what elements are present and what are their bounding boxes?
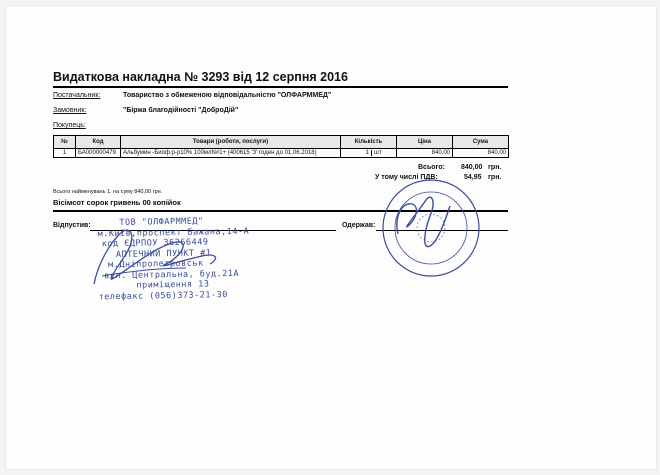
stamp-line: ТОВ "ОЛФАРММЕД" [119,216,204,228]
amount-in-words: Вісімсот сорок гривень 00 копійок [53,198,181,207]
stamp-line: приміщення 13 [136,279,210,291]
received-label: Одержав: [342,222,376,229]
total-currency: грн. [488,164,502,171]
stamp-line: АПТЕЧНИЙ ПУНКТ #1 [115,247,212,260]
supplier-label: Постачальник: [53,92,101,99]
col-header-code: Код [76,136,121,149]
row-unit: шт [371,150,396,156]
invoice-sheet [6,6,656,469]
invoice-title: Видаткова накладна № 3293 від 12 серпня 2016 [53,70,348,84]
col-header-sum: Сума [453,136,509,149]
row-goods: Альбумин -Биоф.р-р10% 100млN#1+ (400615 'З' годен до 01.06.2018) [121,149,341,158]
items-count-line: Всього найменувань 1, на суму 840,00 грн. [53,189,163,195]
customer-label: Замовник: [53,107,87,114]
col-header-qty: Кількість [341,136,397,149]
supplier-value: Товариство з обмеженою відповідальністю "ОЛФАРММЕД" [123,92,332,99]
row-code: БА000000479 [76,149,121,158]
stamp-line: телефакс (056)373-21-30 [98,289,228,302]
col-header-goods: Товари (роботи, послуги) [121,136,341,149]
vat-label: У тому числі ПДВ: [375,174,438,181]
received-signature [397,197,450,246]
total-value: 840,00 [461,164,483,171]
stamp-line: вул. Центральна, буд.21А [104,268,240,281]
buyer-label: Покупець: [53,122,86,129]
vat-currency: грн. [488,174,502,181]
issued-label: Відпустив: [53,222,91,229]
total-label: Всього: [418,164,445,171]
row-qty-value: 1 [365,150,369,156]
row-num: 1 [54,149,76,158]
stamp-line: м.Київ,проспект Бажана,14-А [97,226,250,239]
vat-value: 54,95 [464,174,482,181]
stamp-line: м.Дніпропетровськ [108,258,204,271]
col-header-num: № [54,136,76,149]
signature-ink [6,6,656,469]
col-header-price: Ціна [397,136,453,149]
customer-value: "Біржа благодійності "ДоброДій" [123,107,239,114]
issued-signature [94,230,216,284]
stamp-line: код ЄДРПОУ 36266449 [101,237,209,250]
row-price: 840,00 [397,149,453,158]
row-sum: 840,00 [453,149,509,158]
